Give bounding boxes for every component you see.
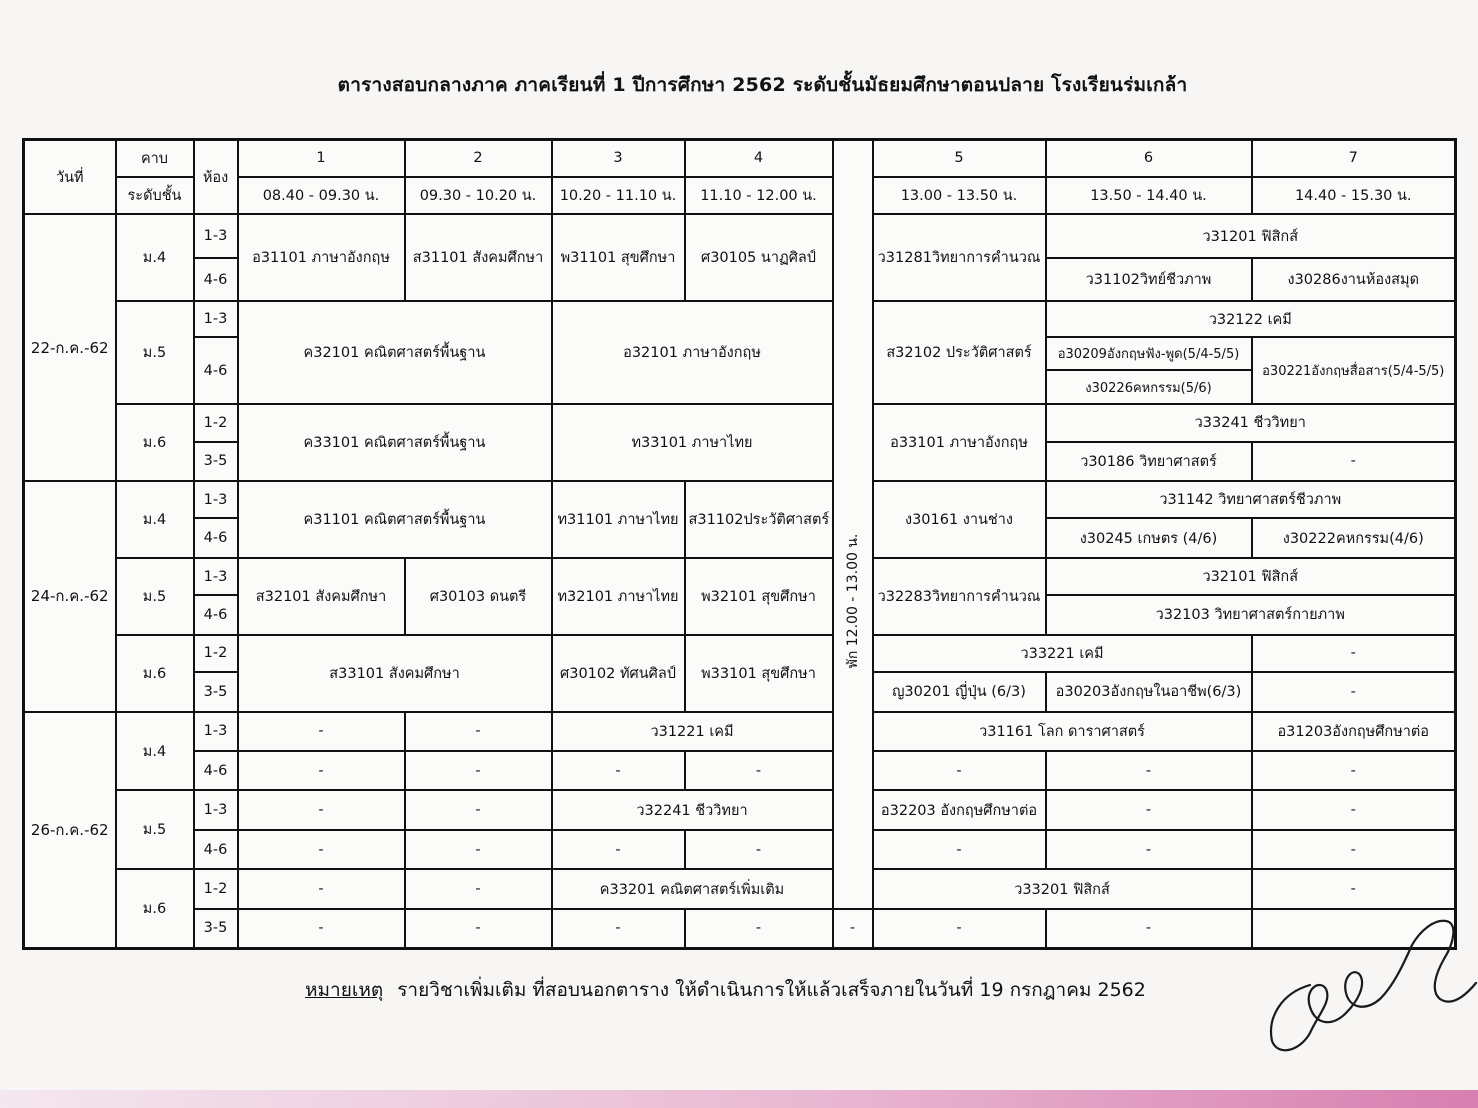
subject-cell: - [1252, 442, 1456, 481]
level-cell: ม.4 [116, 712, 194, 791]
subject-cell: ค31101 คณิตศาสตร์พื้นฐาน [238, 481, 552, 558]
subject-cell: ส31102ประวัติศาสตร์ [685, 481, 833, 558]
subject-cell: อ32101 ภาษาอังกฤษ [552, 301, 833, 404]
level-cell: ม.6 [116, 635, 194, 712]
subject-cell: ว32241 ชีววิทยา [552, 790, 833, 829]
subject-cell: อ33101 ภาษาอังกฤษ [873, 404, 1046, 481]
table-row [24, 712, 1456, 751]
subject-cell: - [405, 790, 552, 829]
subject-cell: - [405, 909, 552, 949]
subject-cell: ว32103 วิทยาศาสตร์กายภาพ [1046, 595, 1456, 634]
subject-cell: - [552, 751, 685, 790]
level-cell: ม.6 [116, 869, 194, 948]
table-row [24, 869, 1456, 908]
header-date: วันที่ [24, 140, 116, 215]
subject-cell: ง30245 เกษตร (4/6) [1046, 518, 1252, 557]
table-row [24, 909, 1456, 949]
header-period-4: 4 [685, 140, 833, 177]
header-period-6: 6 [1046, 140, 1252, 177]
subject-cell: - [1252, 830, 1456, 869]
subject-cell: ว32122 เคมี [1046, 301, 1456, 336]
subject-cell: ว31221 เคมี [552, 712, 833, 751]
level-cell: ม.4 [116, 481, 194, 558]
handwritten-signature [1262, 915, 1478, 1065]
subject-cell: ว31142 วิทยาศาสตร์ชีวภาพ [1046, 481, 1456, 518]
subject-cell: พ33101 สุขศึกษา [685, 635, 833, 712]
table-row [24, 751, 1456, 790]
subject-cell: ง30286งานห้องสมุด [1252, 258, 1456, 302]
subject-cell: พ31101 สุขศึกษา [552, 214, 685, 301]
room-cell: 1-2 [194, 635, 238, 672]
room-cell: 1-3 [194, 481, 238, 518]
room-cell: 1-3 [194, 790, 238, 829]
subject-cell: - [405, 830, 552, 869]
footnote-label: หมายเหตุ [305, 979, 384, 1001]
room-cell: 4-6 [194, 337, 238, 404]
date-cell: 26-ก.ค.-62 [24, 712, 116, 949]
subject-cell: อ32203 อังกฤษศึกษาต่อ [873, 790, 1046, 829]
table-row [24, 558, 1456, 595]
subject-cell: ญ30201 ญี่ปุ่น (6/3) [873, 672, 1046, 711]
subject-cell: พ32101 สุขศึกษา [685, 558, 833, 635]
subject-cell: - [238, 751, 405, 790]
room-cell: 1-2 [194, 869, 238, 908]
footnote-text: รายวิชาเพิ่มเติม ที่สอบนอกตาราง ให้ดำเนินการให้แล้วเสร็จภายในวันที่ 19 กรกฎาคม 2562 [397, 979, 1146, 1001]
subject-cell: ท33101 ภาษาไทย [552, 404, 833, 481]
header-time-1: 08.40 - 09.30 น. [238, 177, 405, 214]
subject-cell: ว31102วิทย์ชีวภาพ [1046, 258, 1252, 302]
subject-cell: - [873, 830, 1046, 869]
level-cell: ม.5 [116, 558, 194, 635]
room-cell: 1-3 [194, 558, 238, 595]
subject-cell: - [1252, 790, 1456, 829]
header-level: ระดับชั้น [116, 177, 194, 214]
header-period-2: 2 [405, 140, 552, 177]
room-cell: 4-6 [194, 258, 238, 302]
header-time-3: 10.20 - 11.10 น. [552, 177, 685, 214]
subject-cell: - [685, 751, 833, 790]
subject-cell: - [1046, 790, 1252, 829]
subject-cell: - [238, 790, 405, 829]
subject-cell: อ30203อังกฤษในอาชีพ(6/3) [1046, 672, 1252, 711]
room-cell: 3-5 [194, 909, 238, 949]
room-cell: 1-2 [194, 404, 238, 441]
room-cell: 4-6 [194, 830, 238, 869]
subject-cell: ศ30103 ดนตรี [405, 558, 552, 635]
subject-cell: ว31161 โลก ดาราศาสตร์ [873, 712, 1252, 751]
subject-cell: - [873, 751, 1046, 790]
subject-cell: ส32102 ประวัติศาสตร์ [873, 301, 1046, 404]
header-period-1: 1 [238, 140, 405, 177]
level-cell: ม.5 [116, 301, 194, 404]
subject-cell: ว32283วิทยาการคำนวณ [873, 558, 1046, 635]
header-row-periods [24, 140, 1456, 177]
subject-cell: ว31201 ฟิสิกส์ [1046, 214, 1456, 258]
header-time-4: 11.10 - 12.00 น. [685, 177, 833, 214]
subject-cell: - [685, 830, 833, 869]
subject-cell: - [1252, 869, 1456, 908]
header-room: ห้อง [194, 140, 238, 215]
room-cell: 3-5 [194, 442, 238, 481]
date-cell: 22-ก.ค.-62 [24, 214, 116, 481]
table-row [24, 301, 1456, 336]
subject-cell: ว30186 วิทยาศาสตร์ [1046, 442, 1252, 481]
subject-cell: - [873, 909, 1046, 949]
subject-cell: - [238, 830, 405, 869]
room-cell: 4-6 [194, 518, 238, 557]
header-period-7: 7 [1252, 140, 1456, 177]
header-row-times [24, 177, 1456, 214]
subject-cell: - [685, 909, 833, 949]
table-row [24, 404, 1456, 441]
subject-cell: - [405, 869, 552, 908]
table-row [24, 635, 1456, 672]
level-cell: ม.4 [116, 214, 194, 301]
subject-cell: ว32101 ฟิสิกส์ [1046, 558, 1456, 595]
subject-cell: ส31101 สังคมศึกษา [405, 214, 552, 301]
subject-cell: ง30226คหกรรม(5/6) [1046, 370, 1252, 404]
lunch-break-label: พัก 12.00 - 13.00 น. [844, 533, 861, 669]
subject-cell: ท31101 ภาษาไทย [552, 481, 685, 558]
subject-cell: ว33241 ชีววิทยา [1046, 404, 1456, 441]
level-cell: ม.6 [116, 404, 194, 481]
subject-cell: - [1252, 672, 1456, 711]
room-cell: 1-3 [194, 712, 238, 751]
page-title: ตารางสอบกลางภาค ภาคเรียนที่ 1 ปีการศึกษา 2562 ระดับชั้นมัธยมศึกษาตอนปลาย โรงเรียนร่มเกล้า [337, 74, 1188, 96]
subject-cell: - [1252, 635, 1456, 672]
subject-cell: - [1046, 830, 1252, 869]
subject-cell: อ31101 ภาษาอังกฤษ [238, 214, 405, 301]
room-cell: 4-6 [194, 751, 238, 790]
subject-cell: ว31281วิทยาการคำนวณ [873, 214, 1046, 301]
subject-cell: ค33101 คณิตศาสตร์พื้นฐาน [238, 404, 552, 481]
header-time-7: 14.40 - 15.30 น. [1252, 177, 1456, 214]
subject-cell: ศ30105 นาฏศิลป์ [685, 214, 833, 301]
subject-cell: ว33221 เคมี [873, 635, 1252, 672]
room-cell: 1-3 [194, 214, 238, 258]
subject-cell: - [1046, 909, 1252, 949]
subject-cell: ว33201 ฟิสิกส์ [873, 869, 1252, 908]
subject-cell: ท32101 ภาษาไทย [552, 558, 685, 635]
header-time-5: 13.00 - 13.50 น. [873, 177, 1046, 214]
header-period-5: 5 [873, 140, 1046, 177]
subject-cell: ศ30102 ทัศนศิลป์ [552, 635, 685, 712]
subject-cell: ส32101 สังคมศึกษา [238, 558, 405, 635]
subject-cell: - [833, 909, 873, 949]
exam-schedule-table [22, 138, 1457, 950]
room-cell: 3-5 [194, 672, 238, 711]
subject-cell: อ30209อังกฤษฟัง-พูด(5/4-5/5) [1046, 337, 1252, 370]
lunch-break-column [833, 140, 873, 909]
room-cell: 4-6 [194, 595, 238, 634]
room-cell: 1-3 [194, 301, 238, 336]
subject-cell: - [1046, 751, 1252, 790]
subject-cell: อ30221อังกฤษสื่อสาร(5/4-5/5) [1252, 337, 1456, 404]
level-cell: ม.5 [116, 790, 194, 869]
table-row [24, 830, 1456, 869]
header-period-3: 3 [552, 140, 685, 177]
subject-cell: - [552, 909, 685, 949]
background-strip [0, 1090, 1478, 1108]
subject-cell: ค33201 คณิตศาสตร์เพิ่มเติม [552, 869, 833, 908]
subject-cell: ค32101 คณิตศาสตร์พื้นฐาน [238, 301, 552, 404]
subject-cell: - [405, 712, 552, 751]
subject-cell: - [1252, 751, 1456, 790]
table-row [24, 481, 1456, 518]
subject-cell: - [238, 869, 405, 908]
subject-cell: ง30222คหกรรม(4/6) [1252, 518, 1456, 557]
subject-cell: - [238, 909, 405, 949]
header-period: คาบ [116, 140, 194, 177]
header-time-6: 13.50 - 14.40 น. [1046, 177, 1252, 214]
subject-cell: - [552, 830, 685, 869]
subject-cell: - [238, 712, 405, 751]
subject-cell: ส33101 สังคมศึกษา [238, 635, 552, 712]
table-row [24, 790, 1456, 829]
header-time-2: 09.30 - 10.20 น. [405, 177, 552, 214]
footnote [305, 975, 1146, 1005]
subject-cell: ง30161 งานช่าง [873, 481, 1046, 558]
subject-cell: - [405, 751, 552, 790]
subject-cell: อ31203อังกฤษศึกษาต่อ [1252, 712, 1456, 751]
date-cell: 24-ก.ค.-62 [24, 481, 116, 711]
table-row [24, 214, 1456, 258]
